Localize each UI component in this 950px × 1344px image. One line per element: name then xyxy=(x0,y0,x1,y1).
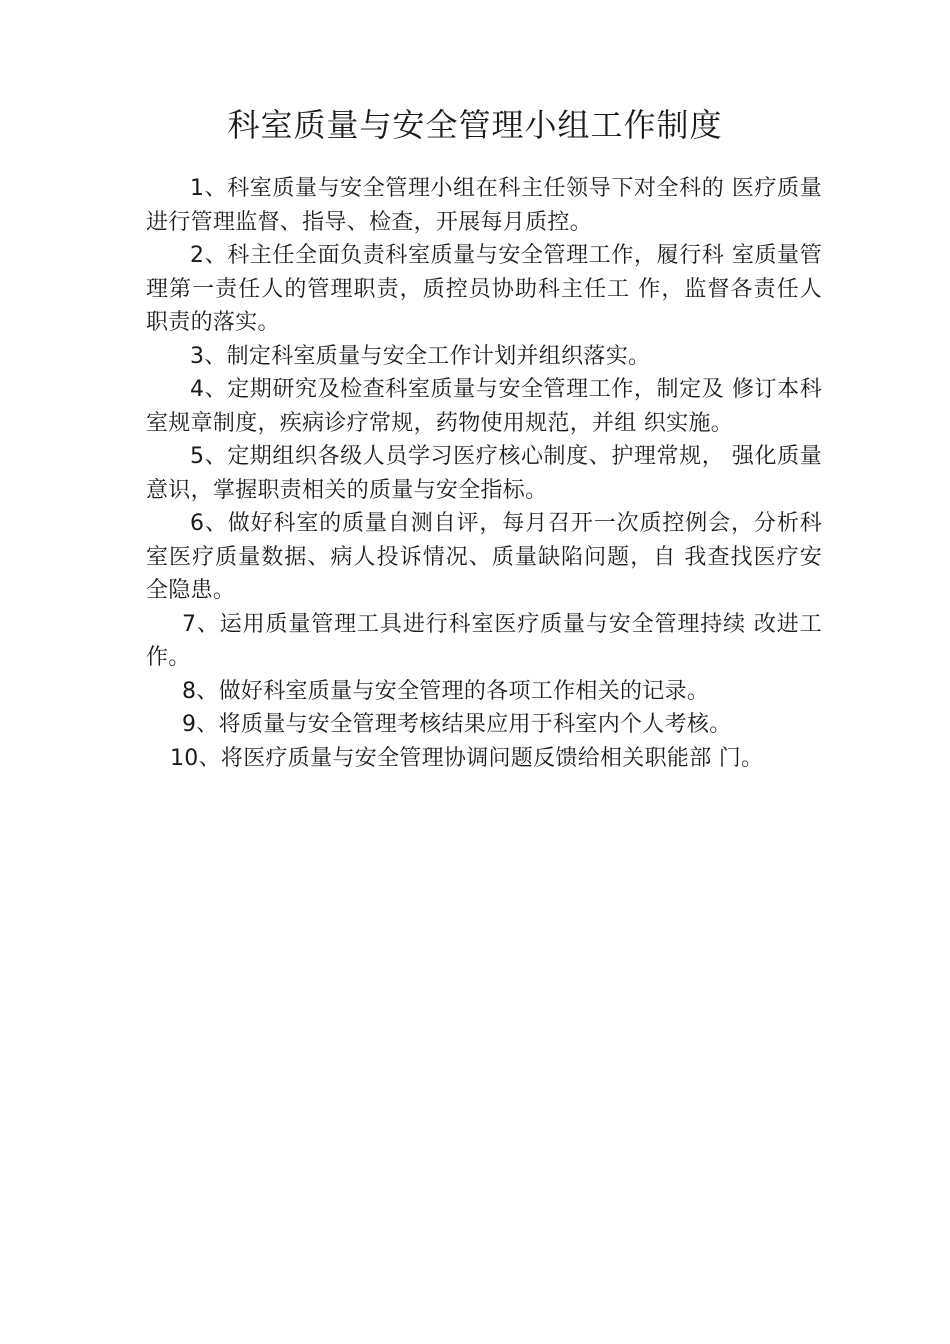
regulation-item-8: 8、做好科室质量与安全管理的各项工作相关的记录。 xyxy=(182,678,710,704)
regulation-item-5: 5、定期组织各级人员学习医疗核心制度、护理常规， 强化质量意识，掌握职责相关的质量与安全指标。 xyxy=(146,444,822,503)
regulation-item-9: 9、将质量与安全管理考核结果应用于科室内个人考核。 xyxy=(182,712,732,737)
regulation-list xyxy=(146,172,822,775)
regulation-item-7: 7、运用质量管理工具进行科室医疗质量与安全管理持续 改进工作。 xyxy=(146,611,822,670)
regulation-item-10: 10、将医疗质量与安全管理协调问题反馈给相关职能部 门。 xyxy=(170,745,764,771)
regulation-item-2: 2、科主任全面负责科室质量与安全管理工作，履行科 室质量管理第一责任人的管理职责，质控员协助科主任工 作，监督各责任人职责的落实。 xyxy=(146,243,822,335)
regulation-item-3: 3、制定科室质量与安全工作计划并组织落实。 xyxy=(190,343,651,369)
regulation-item-4: 4、定期研究及检查科室质量与安全管理工作，制定及 修订本科室规章制度，疾病诊疗常规，药物使用规范，并组 织实施。 xyxy=(146,377,822,436)
document-title: 科室质量与安全管理小组工作制度 xyxy=(227,106,723,144)
regulation-item-1: 1、科室质量与安全管理小组在科主任领导下对全科的 医疗质量进行管理监督、指导、检查，开展每月质控。 xyxy=(146,176,822,235)
regulation-item-6: 6、做好科室的质量自测自评，每月召开一次质控例会，分析科室医疗质量数据、病人投诉情况、质量缺陷问题，自 我查找医疗安全隐患。 xyxy=(146,511,822,603)
